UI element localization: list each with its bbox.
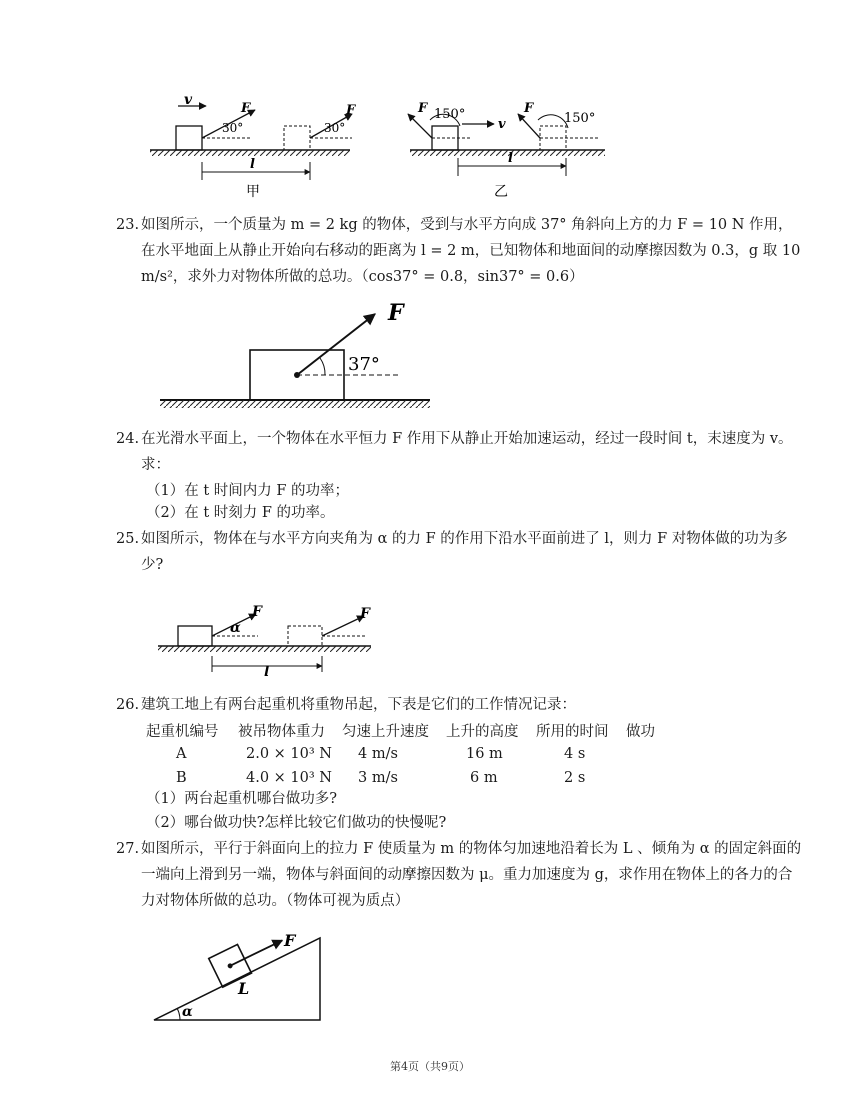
question-24 <box>116 426 804 478</box>
jia-caption: 甲 <box>246 184 260 200</box>
yi-l-label: l <box>508 151 513 166</box>
yi-F-label: F <box>418 101 428 116</box>
figure-q23 <box>160 298 440 416</box>
q27-F-label: F <box>284 931 296 950</box>
question-26 <box>116 692 804 718</box>
figure-q27 <box>150 924 330 1026</box>
yi-angle-label: 150° <box>434 107 466 122</box>
question-27 <box>116 836 804 914</box>
jia-l-label: l <box>250 157 255 172</box>
q25-F2-label: F <box>360 606 370 622</box>
yi-F2-label: F <box>524 101 534 116</box>
table-header: 被吊物体重力 <box>238 723 325 740</box>
q25-alpha-label: α <box>230 620 241 636</box>
jia-F-label: F <box>241 101 251 116</box>
q26-sub1: （1）两台起重机哪台做功多? <box>146 791 337 807</box>
question-text: 建筑工地上有两台起重机将重物吊起，下表是它们的工作情况记录： <box>141 697 576 713</box>
figure-yi <box>400 96 610 206</box>
jia-angle2-label: 30° <box>324 121 346 135</box>
table-cell: 4 m/s <box>358 746 398 762</box>
table-cell <box>626 766 655 790</box>
question-text: 如图所示，平行于斜面向上的拉力 F 使质量为 m 的物体匀加速地沿着长为 L 、倾角为 α 的固定斜面的一端向上滑到另一端，物体与斜面间的动摩擦因数为 μ。重力加速度为 g，求作用在物体上的各力的合力对物体所做的总功。（物体可视为质点） <box>141 841 802 909</box>
q26-sub2: （2）哪台做功快?怎样比较它们做功的快慢呢? <box>146 815 447 831</box>
q23-F-label: F <box>388 300 404 326</box>
table-header: 所用的时间 <box>536 723 609 740</box>
table-cell: 2.0 × 10³ N <box>246 746 332 762</box>
table-cell: 3 m/s <box>358 770 398 786</box>
question-number: 27. <box>116 841 140 857</box>
table-header: 起重机编号 <box>146 723 219 740</box>
question-number: 26. <box>116 697 140 713</box>
q25-l-label: l <box>264 664 270 680</box>
table-header: 做功 <box>626 723 655 740</box>
table-cell: 16 m <box>466 746 503 762</box>
page-footer: 第4页（共9页） <box>390 1060 470 1073</box>
table-cell: 6 m <box>470 770 498 786</box>
q27-alpha-label: α <box>182 1004 193 1020</box>
question-number: 25. <box>116 531 140 547</box>
q25-F-label: F <box>252 604 262 620</box>
question-text: 在光滑水平面上，一个物体在水平恒力 F 作用下从静止开始加速运动，经过一段时间 t，末速度为 v。求： <box>141 431 793 473</box>
figure-q25 <box>156 604 376 680</box>
table-cell: 4.0 × 10³ N <box>246 770 332 786</box>
table-header: 匀速上升速度 <box>342 723 429 740</box>
table-cell <box>626 742 655 766</box>
q23-angle-label: 37° <box>348 354 380 375</box>
q27-L-label: L <box>238 979 250 998</box>
q24-sub1: （1）在 t 时间内力 F 的功率； <box>146 483 350 499</box>
table-row <box>146 742 655 766</box>
jia-F2-label: F <box>346 103 356 118</box>
q24-sub2: （2）在 t 时刻力 F 的功率。 <box>146 505 335 521</box>
yi-caption: 乙 <box>494 184 508 200</box>
question-text: 如图所示，物体在与水平方向夹角为 α 的力 F 的作用下沿水平面前进了 l，则力 F 对物体做的功为多少? <box>141 531 788 573</box>
question-25 <box>116 526 804 578</box>
table-header: 上升的高度 <box>446 723 519 740</box>
question-text: 如图所示，一个质量为 m = 2 kg 的物体，受到与水平方向成 37° 角斜向上方的力 F = 10 N 作用，在水平地面上从静止开始向右移动的距离为 l = 2 m，已知物体和地面间的动摩擦因数为 0.3，g 取 10 m/s²，求外力对物体所做的总功。（cos37° = 0.8，sin37° = 0.6） <box>141 217 801 285</box>
question-number: 23. <box>116 217 140 233</box>
figure-jia <box>140 96 360 206</box>
table-header-row <box>146 718 655 742</box>
table-cell: A <box>176 746 187 762</box>
jia-v-label: v <box>184 96 193 108</box>
table-cell: 2 s <box>564 770 586 786</box>
yi-v-label: v <box>498 117 506 132</box>
table-cell: B <box>176 770 187 786</box>
crane-table <box>146 718 655 790</box>
table-cell: 4 s <box>564 746 586 762</box>
question-number: 24. <box>116 431 140 447</box>
jia-angle-label: 30° <box>222 121 244 135</box>
question-23 <box>116 212 804 290</box>
yi-angle2-label: 150° <box>564 111 596 126</box>
